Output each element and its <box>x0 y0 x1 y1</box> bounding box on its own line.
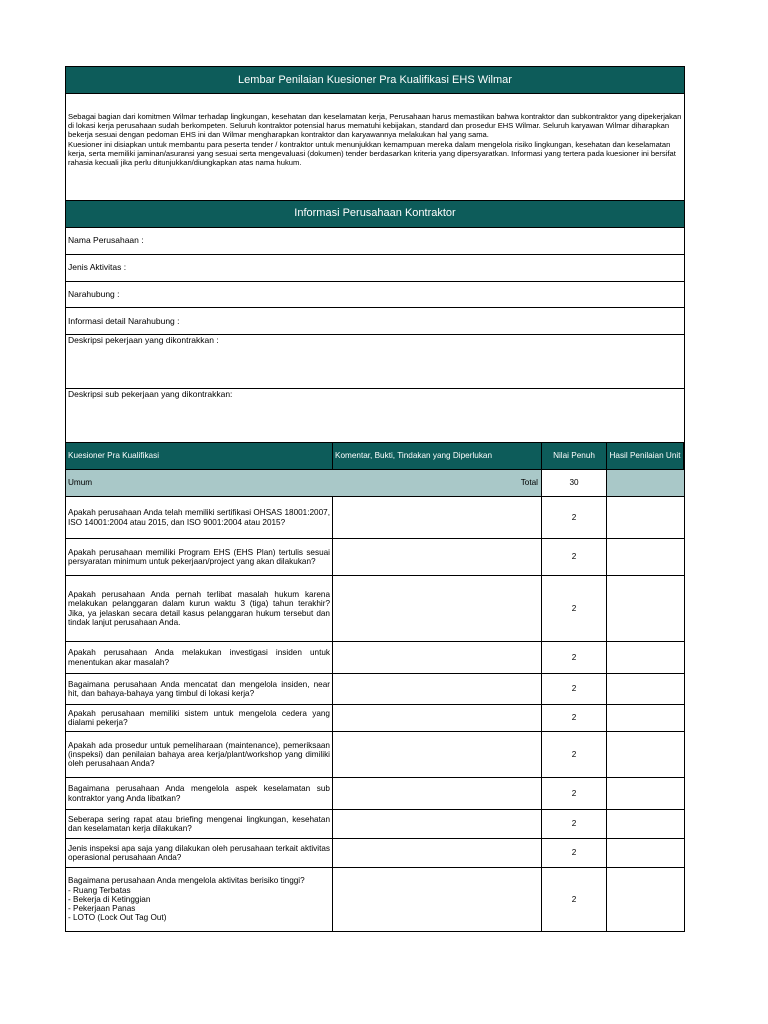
umum-label: Umum <box>68 478 93 488</box>
unit-result-cell[interactable] <box>607 497 684 538</box>
full-score: 2 <box>542 674 607 704</box>
question-label: Apakah ada prosedur untuk pemeliharaan (maintenance), pemeriksaan (inspeksi) dan penilaian bahaya area kerja/plant/workshop yang dimiliki oleh perusahaan Anda? <box>68 740 330 769</box>
question-list-item: - Ruang Terbatas <box>68 885 131 895</box>
table-header <box>65 443 685 470</box>
company-section-title: Informasi Perusahaan Kontraktor <box>65 201 685 228</box>
full-score: 2 <box>542 839 607 867</box>
full-score: 2 <box>542 642 607 673</box>
comment-cell[interactable] <box>333 810 542 838</box>
question-text <box>66 732 333 777</box>
question-label: Seberapa sering rapat atau briefing mengenai lingkungan, kesehatan dan keselamatan kerja dilakukan? <box>68 814 330 833</box>
field-contact-details[interactable] <box>65 308 685 335</box>
comment-cell[interactable] <box>333 539 542 575</box>
question-text <box>66 810 333 838</box>
table-row <box>65 810 685 839</box>
unit-result-cell[interactable] <box>607 778 684 809</box>
question-list-item: - Bekerja di Ketinggian <box>68 894 151 904</box>
full-score: 2 <box>542 868 607 931</box>
header-unit-result: Hasil Penilaian Unit <box>607 443 684 469</box>
question-text <box>66 778 333 809</box>
header-questionnaire: Kuesioner Pra Kualifikasi <box>66 443 333 469</box>
field-label: Jenis Aktivitas : <box>68 262 127 272</box>
field-contact-person[interactable] <box>65 282 685 308</box>
table-row <box>65 705 685 732</box>
field-work-description[interactable] <box>65 335 685 389</box>
comment-cell[interactable] <box>333 732 542 777</box>
full-score: 2 <box>542 705 607 731</box>
unit-result-cell[interactable] <box>607 868 684 931</box>
question-label: Bagaimana perusahaan Anda mengelola aktivitas berisiko tinggi? <box>68 876 305 886</box>
question-text <box>66 705 333 731</box>
sheet-title: Lembar Penilaian Kuesioner Pra Kualifikasi EHS Wilmar <box>65 66 685 94</box>
total-score: 30 <box>542 470 607 496</box>
unit-result-cell[interactable] <box>607 839 684 867</box>
full-score: 2 <box>542 732 607 777</box>
comment-cell[interactable] <box>333 576 542 641</box>
question-label: Apakah perusahaan memiliki Program EHS (EHS Plan) tertulis sesuai persyaratan minimum untuk pekerjaan/project yang akan dilakukan? <box>68 547 330 566</box>
question-label: Bagaimana perusahaan Anda mencatat dan mengelola insiden, near hit, dan bahaya-bahaya yang timbul di lokasi kerja? <box>68 679 330 698</box>
unit-result-cell[interactable] <box>607 810 684 838</box>
comment-cell[interactable] <box>333 705 542 731</box>
full-score: 2 <box>542 497 607 538</box>
question-text <box>66 576 333 641</box>
unit-result-cell[interactable] <box>607 642 684 673</box>
table-row <box>65 674 685 705</box>
question-label: Apakah perusahaan Anda melakukan investigasi insiden untuk menentukan akar masalah? <box>68 648 330 667</box>
field-sub-work-description[interactable] <box>65 389 685 443</box>
comment-cell[interactable] <box>333 674 542 704</box>
question-text <box>66 497 333 538</box>
total-result <box>607 470 684 496</box>
unit-result-cell[interactable] <box>607 674 684 704</box>
full-score: 2 <box>542 810 607 838</box>
comment-cell[interactable] <box>333 497 542 538</box>
table-row <box>65 778 685 810</box>
field-company-name[interactable] <box>65 228 685 255</box>
intro-paragraph-2: Kuesioner ini disiapkan untuk membantu para peserta tender / kontraktor untuk menunjukkan kemampuan mereka dalam mengelola risiko lingkungan, kesehatan dan keselamatan kerja, serta memiliki jaminan/asuransi yang sesuai serta mengevaluasi (dokumen) tender berdasarkan kriteria yang dipersyaratkan. Informasi yang tertera pada kuesioner ini bersifat rahasia kecuali jika perlu ditunjukkan/diungkapkan atas nama hukum. <box>68 139 676 168</box>
intro-text <box>65 94 685 201</box>
total-label: Total <box>520 478 538 488</box>
full-score: 2 <box>542 778 607 809</box>
unit-result-cell[interactable] <box>607 539 684 575</box>
question-text <box>66 868 333 931</box>
assessment-sheet <box>65 66 685 932</box>
table-row <box>65 642 685 674</box>
question-text <box>66 674 333 704</box>
unit-result-cell[interactable] <box>607 576 684 641</box>
umum-row <box>65 470 685 497</box>
table-row <box>65 868 685 932</box>
table-row <box>65 732 685 778</box>
comment-cell[interactable] <box>333 642 542 673</box>
question-text <box>66 839 333 867</box>
table-row <box>65 497 685 539</box>
full-score: 2 <box>542 576 607 641</box>
question-label: Bagaimana perusahaan Anda mengelola aspek keselamatan sub kontraktor yang Anda libatkan? <box>68 784 330 803</box>
field-label: Narahubung : <box>68 289 120 299</box>
question-text <box>66 642 333 673</box>
intro-paragraph-1: Sebagai bagian dari komitmen Wilmar terhadap lingkungan, kesehatan dan keselamatan kerja, Perusahaan harus memastikan bahwa kontraktor dan subkontraktor yang dipekerjakan di lokasi kerja perusahaan sudah berkompeten. Seluruh kontraktor potensial harus mematuhi kebijakan, standard dan prosedur EHS Wilmar. Seluruh karyawan Wilmar diharapkan bekerja sesuai dengan pedoman EHS ini dan Wilmar mengharapkan kontraktor dan karyawannya melakukan hal yang sama. <box>68 112 682 140</box>
full-score: 2 <box>542 539 607 575</box>
header-full-score: Nilai Penuh <box>542 443 607 469</box>
field-activity-type[interactable] <box>65 255 685 282</box>
question-list <box>65 497 685 932</box>
field-label: Informasi detail Narahubung : <box>68 316 180 326</box>
header-comments: Komentar, Bukti, Tindakan yang Diperlukan <box>333 443 542 469</box>
question-list-item: - Pekerjaan Panas <box>68 904 136 914</box>
unit-result-cell[interactable] <box>607 732 684 777</box>
question-text <box>66 539 333 575</box>
question-label: Apakah perusahaan Anda pernah terlibat masalah hukum karena melakukan pelanggaran dalam kurun waktu 3 (tiga) tahun terakhir? Jika, ya jelaskan secara detail kasus pelanggaran hukum tersebut dan tindak lanjut perusahaan Anda. <box>68 590 330 627</box>
question-label: Apakah perusahaan memiliki sistem untuk mengelola cedera yang dialami pekerja? <box>68 708 330 727</box>
field-label: Nama Perusahaan : <box>68 235 144 245</box>
question-label: Apakah perusahaan Anda telah memiliki sertifikasi OHSAS 18001:2007, ISO 14001:2004 atau 2015, dan ISO 9001:2004 atau 2015? <box>68 508 330 527</box>
table-row <box>65 576 685 642</box>
field-label: Deskripsi pekerjaan yang dikontrakkan : <box>68 335 219 345</box>
table-row <box>65 539 685 576</box>
unit-result-cell[interactable] <box>607 705 684 731</box>
question-list-item: - LOTO (Lock Out Tag Out) <box>68 913 167 923</box>
field-label: Deskripsi sub pekerjaan yang dikontrakkan: <box>68 389 233 399</box>
comment-cell[interactable] <box>333 839 542 867</box>
comment-cell[interactable] <box>333 778 542 809</box>
table-row <box>65 839 685 868</box>
comment-cell[interactable] <box>333 868 542 931</box>
question-label: Jenis inspeksi apa saja yang dilakukan oleh perusahaan terkait aktivitas operasional perusahaan Anda? <box>68 843 330 862</box>
